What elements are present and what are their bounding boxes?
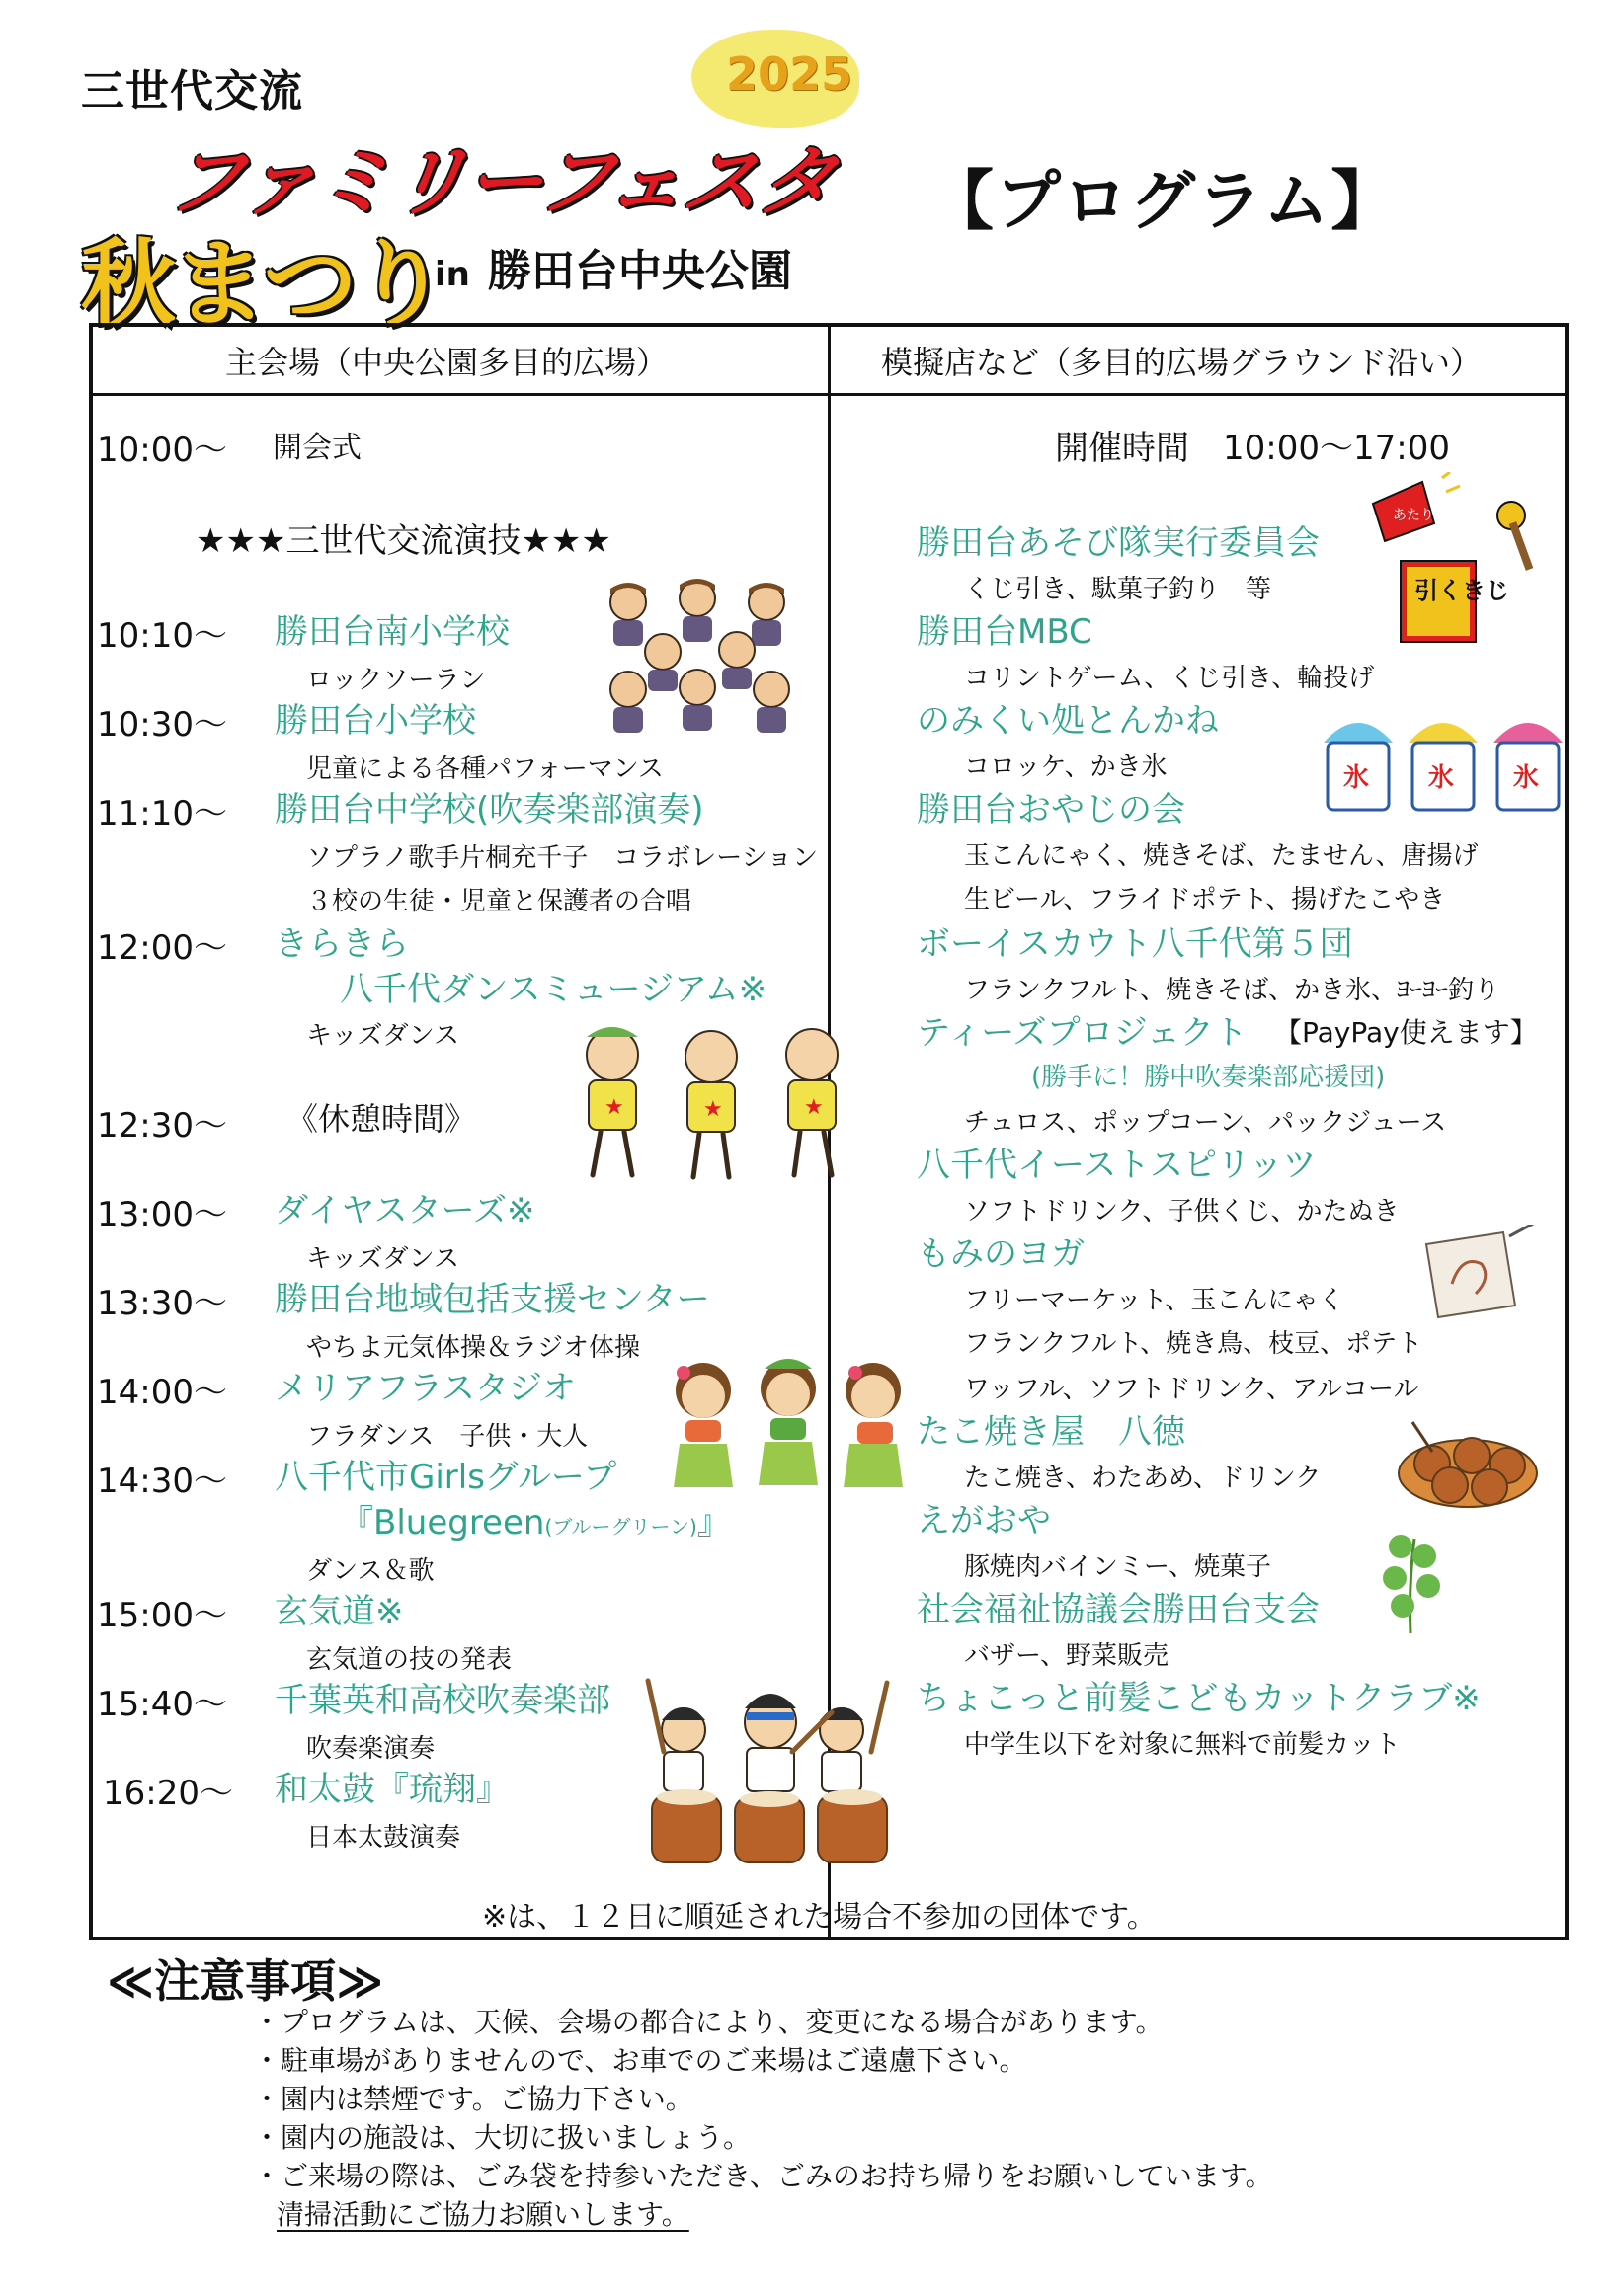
lottery-box-text: 引くきじ bbox=[1414, 577, 1509, 604]
stall-items: バザー、野菜販売 bbox=[964, 1641, 1169, 1671]
stall-name: 八千代イーストスピリッツ bbox=[917, 1146, 1317, 1185]
schedule-time: 14:30～ bbox=[97, 1462, 227, 1501]
performer-name: 勝田台小学校 bbox=[275, 701, 476, 741]
performer-name: 和太鼓『琉翔』 bbox=[275, 1770, 510, 1809]
stall-name: もみのヨガ bbox=[917, 1234, 1085, 1274]
note-line: 清掃活動にご協力お願いします。 bbox=[277, 2198, 689, 2231]
stall-hours: 開催時間 10:00～17:00 bbox=[1055, 429, 1450, 468]
stall-items: ソフトドリンク、子供くじ、かたぬき bbox=[964, 1197, 1400, 1227]
taiko-drummers-illustration bbox=[644, 1673, 891, 1866]
takoyaki-illustration bbox=[1393, 1412, 1541, 1511]
stall-items: たこ焼き、わたあめ、ドリンク bbox=[964, 1464, 1322, 1493]
schedule-time: 13:30～ bbox=[97, 1284, 227, 1323]
stall-items: コリントゲーム、くじ引き、輪投げ bbox=[964, 664, 1375, 693]
stall-name: 勝田台おやじの会 bbox=[917, 790, 1185, 830]
performer-name: 玄気道※ bbox=[275, 1592, 404, 1631]
schedule-time: 14:00～ bbox=[97, 1373, 227, 1412]
performer-name-2b: (ブルーグリーン) bbox=[544, 1515, 697, 1539]
soran-dancers-illustration bbox=[589, 573, 822, 741]
schedule-time: 16:20～ bbox=[103, 1774, 233, 1813]
stall-name: ティーズプロジェクト bbox=[917, 1013, 1248, 1053]
herb-illustration bbox=[1371, 1527, 1450, 1635]
kids-dance-illustration bbox=[553, 1017, 869, 1185]
kakigori-illustration bbox=[1314, 703, 1572, 818]
kakigori-label: 氷 bbox=[1513, 763, 1540, 793]
stall-name: 社会福祉協議会勝田台支会 bbox=[917, 1590, 1320, 1629]
footnote: ※は、１２日に順延された場合不参加の団体です。 bbox=[482, 1900, 1157, 1935]
performer-name-2a: 『Bluegreen bbox=[340, 1503, 545, 1543]
schedule-time: 12:00～ bbox=[97, 928, 227, 968]
performance-detail: 吹奏楽演奏 bbox=[306, 1734, 436, 1764]
stall-name: えがおや bbox=[917, 1501, 1051, 1541]
note-line: ・駐車場がありませんので、お車でのご来場はご遠慮下さい。 bbox=[253, 2044, 1027, 2077]
performance-detail: やちよ元気体操＆ラジオ体操 bbox=[306, 1333, 641, 1363]
stall-name: ボーイスカウト八千代第５団 bbox=[917, 924, 1353, 964]
yoga-illustration bbox=[1418, 1225, 1541, 1323]
stall-name: たこ焼き屋 八徳 bbox=[917, 1412, 1185, 1452]
lottery-tag-text: あたり bbox=[1393, 508, 1434, 523]
performance-detail: ソプラノ歌手片桐充千子 コラボレーション bbox=[306, 843, 819, 873]
lottery-illustration bbox=[1363, 472, 1557, 650]
stall-name: ちょこっと前髪こどもカットクラブ※ bbox=[917, 1679, 1481, 1718]
schedule-time: 10:10～ bbox=[97, 616, 227, 656]
stall-items: 玉こんにゃく、焼きそば、たません、唐揚げ bbox=[964, 841, 1479, 871]
section-title: ★★★三世代交流演技★★★ bbox=[196, 521, 611, 561]
performer-name: 勝田台南小学校 bbox=[275, 612, 510, 652]
performance-detail: キッズダンス bbox=[306, 1021, 459, 1051]
stall-items: フランクフルト、焼きそば、かき氷、ﾖｰﾖｰ釣り bbox=[964, 976, 1500, 1005]
event-title: ファミリーフェスタ bbox=[160, 138, 840, 227]
schedule-time: 11:10～ bbox=[97, 794, 227, 833]
schedule-time: 15:40～ bbox=[97, 1685, 227, 1724]
stall-items: フランクフルト、焼き鳥、枝豆、ポテト bbox=[964, 1329, 1423, 1359]
performer-name-2: 八千代ダンスミュージアム※ bbox=[340, 970, 767, 1009]
venue-in: in bbox=[435, 255, 470, 294]
svg-text:★: ★ bbox=[703, 1097, 723, 1122]
performer-name-2c: 』 bbox=[696, 1503, 731, 1543]
performer-name: きらきら bbox=[275, 924, 409, 964]
stall-items: コロッケ、かき氷 bbox=[964, 752, 1168, 782]
stall-subname: (勝手に！勝中吹奏楽部応援団) bbox=[1031, 1063, 1386, 1092]
performance-detail: キッズダンス bbox=[306, 1244, 459, 1274]
notes-title: ≪注意事項≫ bbox=[107, 1954, 384, 2008]
performer-name: メリアフラスタジオ bbox=[275, 1369, 576, 1408]
paypay-note: 【PayPay使えます】 bbox=[1274, 1016, 1538, 1049]
performance-detail: ３校の生徒・児童と保護者の合唱 bbox=[306, 887, 692, 916]
opening-label: 開会式 bbox=[273, 431, 362, 465]
performer-name: 勝田台地域包括支援センター bbox=[275, 1280, 710, 1319]
performer-name: 八千代市Girlsグループ bbox=[275, 1458, 617, 1497]
note-line: ・園内は禁煙です。ご協力下さい。 bbox=[253, 2083, 693, 2115]
stalls-header: 模擬店など（多目的広場グラウンド沿い） bbox=[881, 344, 1483, 381]
performance-detail: 玄気道の技の発表 bbox=[306, 1645, 513, 1675]
hula-dancers-illustration bbox=[662, 1355, 915, 1493]
event-year: 2025 bbox=[726, 47, 853, 101]
event-title-2: 秋まつり bbox=[81, 229, 444, 340]
schedule-time: 12:30～ bbox=[97, 1106, 227, 1146]
kakigori-label: 氷 bbox=[1428, 763, 1455, 793]
note-line: ・プログラムは、天候、会場の都合により、変更になる場合があります。 bbox=[253, 2006, 1164, 2038]
note-line: ・ご来場の際は、ごみ袋を持参いただき、ごみのお持ち帰りをお願いしています。 bbox=[253, 2160, 1273, 2192]
performer-name: 勝田台中学校(吹奏楽部演奏) bbox=[275, 790, 704, 830]
break-label: 《休憩時間》 bbox=[286, 1100, 477, 1138]
stall-items: ワッフル、ソフトドリンク、アルコール bbox=[964, 1375, 1419, 1404]
note-line: ・園内の施設は、大切に扱いましょう。 bbox=[253, 2121, 752, 2154]
performance-detail: ロックソーラン bbox=[306, 666, 486, 695]
stall-items: くじ引き、駄菓子釣り 等 bbox=[964, 575, 1271, 604]
stall-name: 勝田台あそび隊実行委員会 bbox=[917, 523, 1320, 563]
schedule-time: 10:30～ bbox=[97, 705, 227, 745]
performance-detail: 児童による各種パフォーマンス bbox=[306, 754, 664, 784]
schedule-time: 15:00～ bbox=[97, 1596, 227, 1635]
venue bbox=[435, 235, 792, 298]
performance-detail: 日本太鼓演奏 bbox=[306, 1823, 461, 1853]
svg-text:★: ★ bbox=[604, 1095, 624, 1120]
performer-name: 千葉英和高校吹奏楽部 bbox=[275, 1681, 610, 1720]
performance-detail: フラダンス 子供・大人 bbox=[306, 1422, 589, 1452]
performer-name-2 bbox=[340, 1495, 731, 1544]
performer-name: ダイヤスターズ※ bbox=[275, 1191, 535, 1230]
kakigori-label: 氷 bbox=[1343, 763, 1370, 793]
svg-text:★: ★ bbox=[804, 1095, 824, 1120]
main-venue-header: 主会場（中央公園多目的広場） bbox=[225, 344, 669, 381]
program-heading: 【プログラム】 bbox=[928, 163, 1399, 239]
stall-name: のみくい処とんかね bbox=[917, 701, 1219, 741]
stall-items: 豚焼肉バインミー、焼菓子 bbox=[964, 1552, 1271, 1582]
stall-items: チュロス、ポップコーン、パックジュース bbox=[964, 1108, 1447, 1138]
stall-items: フリーマーケット、玉こんにゃく bbox=[964, 1286, 1344, 1315]
performance-detail: ダンス＆歌 bbox=[306, 1556, 435, 1586]
opening-time: 10:00～ bbox=[97, 431, 227, 470]
venue-name: 勝田台中央公園 bbox=[487, 246, 792, 296]
schedule-time: 13:00～ bbox=[97, 1195, 227, 1234]
event-subtitle: 三世代交流 bbox=[81, 66, 303, 117]
stall-items: 中学生以下を対象に無料で前髪カット bbox=[964, 1730, 1401, 1760]
stall-items: 生ビール、フライドポテト、揚げたこやき bbox=[964, 885, 1446, 914]
stall-name: 勝田台MBC bbox=[917, 612, 1092, 652]
